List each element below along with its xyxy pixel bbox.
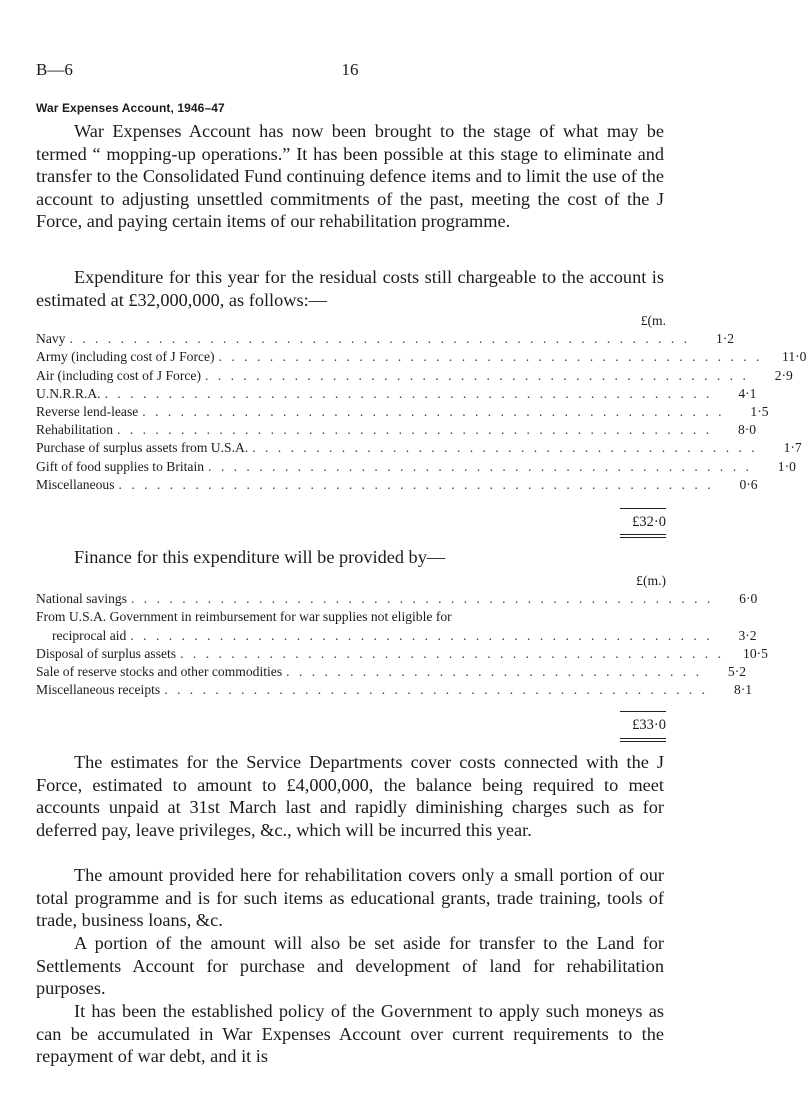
row-label: Air (including cost of J Force) xyxy=(36,367,201,383)
table-row: Miscellaneous receipts . . . . . . . . . . . . . . . . . . . . . . . . . . . . . . . . . . . . . . . . . . . 8·1 xyxy=(36,681,666,699)
finance-total: £33·0 xyxy=(632,717,666,734)
expenditure-unit: £(m. xyxy=(640,313,666,328)
row-label: From U.S.A. Government in reimbursement for war supplies not eligible for xyxy=(36,609,452,625)
row-value: 2·9 xyxy=(774,367,793,383)
table-row: Air (including cost of J Force) . . . . . . . . . . . . . . . . . . . . . . . . . . . . . . . . . . . . . . . . . . . 2·9 xyxy=(36,367,666,385)
table-row: Purchase of surplus assets from U.S.A. . . . . . . . . . . . . . . . . . . . . . . . . . . . . . . . . . . . . . . . . 1·7 xyxy=(36,439,666,457)
table-row: U.N.R.R.A. . . . . . . . . . . . . . . . . . . . . . . . . . . . . . . . . . . . . . . . . . . . . . . . . 4·1 xyxy=(36,385,666,403)
double-rule xyxy=(620,738,666,742)
row-value: 0·6 xyxy=(739,476,758,492)
row-value: 11·0 xyxy=(782,349,806,365)
sum-rule xyxy=(620,508,666,509)
paragraph-expenditure: Expenditure for this year for the residual costs still chargeable to the account is estimated at £32,000,000, as follows:— xyxy=(36,267,664,310)
page-header xyxy=(36,60,664,84)
table-row: Rehabilitation . . . . . . . . . . . . . . . . . . . . . . . . . . . . . . . . . . . . . . . . . . . . . . . 8·0 xyxy=(36,421,666,439)
paragraph-portion: A portion of the amount will also be set aside for transfer to the Land for Settlements Account for purchase and development of land for rehabilitation purposes. xyxy=(36,933,664,999)
table-row: Sale of reserve stocks and other commodities . . . . . . . . . . . . . . . . . . . . . . . . . . . . . . . . . 5·2 xyxy=(36,663,666,681)
paragraph-amount: The amount provided here for rehabilitation covers only a small portion of our total programme and is for such items as educational grants, trade training, tools of trade, business loans, &c. xyxy=(36,865,664,931)
expenditure-total: £32·0 xyxy=(632,514,666,531)
row-value: 1·5 xyxy=(750,404,769,420)
finance-unit: £(m.) xyxy=(636,573,666,588)
document-code: B—6 xyxy=(36,60,73,79)
table-row: reciprocal aid . . . . . . . . . . . . . . . . . . . . . . . . . . . . . . . . . . . . . . . . . . . . . . 3·2 xyxy=(36,627,666,645)
page-number: 16 xyxy=(341,60,359,79)
table-row: Navy . . . . . . . . . . . . . . . . . . . . . . . . . . . . . . . . . . . . . . . . . . . . . . . . . 1·2 xyxy=(36,330,666,348)
double-rule xyxy=(620,534,666,538)
table-row: Reverse lend-lease . . . . . . . . . . . . . . . . . . . . . . . . . . . . . . . . . . . . . . . . . . . . . . 1·5 xyxy=(36,403,666,421)
paragraph-policy: It has been the established policy of the Government to apply such moneys as can be accumulated in War Expenses Account over current requirements to the repayment of war debt, and it is xyxy=(36,1001,664,1067)
row-value: 10·5 xyxy=(743,645,768,661)
table-row: Disposal of surplus assets . . . . . . . . . . . . . . . . . . . . . . . . . . . . . . . . . . . . . . . . . . . 10·5 xyxy=(36,645,666,663)
table-row: Miscellaneous . . . . . . . . . . . . . . . . . . . . . . . . . . . . . . . . . . . . . . . . . . . . . . . 0·6 xyxy=(36,476,666,494)
table-row: Gift of food supplies to Britain . . . . . . . . . . . . . . . . . . . . . . . . . . . . . . . . . . . . . . . . . . . 1·0 xyxy=(36,458,666,476)
row-value: 3·2 xyxy=(738,627,757,643)
expenditure-table xyxy=(36,312,806,538)
row-value: 1·7 xyxy=(783,440,802,456)
row-value: 8·1 xyxy=(733,682,753,698)
row-label: Army (including cost of J Force) xyxy=(36,349,215,365)
paragraph-finance: Finance for this expenditure will be provided by— xyxy=(74,547,446,567)
row-label: U.N.R.R.A. xyxy=(36,385,101,401)
row-label: National savings xyxy=(36,591,127,607)
section-title: War Expenses Account, 1946–47 xyxy=(36,101,225,115)
row-value: 6·0 xyxy=(739,591,758,607)
row-label: Sale of reserve stocks and other commodities xyxy=(36,664,283,680)
row-value: 4·1 xyxy=(738,385,757,401)
row-value: 1·0 xyxy=(777,458,796,474)
row-label: reciprocal aid xyxy=(52,627,127,643)
row-label: Rehabilitation xyxy=(36,422,114,438)
row-label: Reverse lend-lease xyxy=(36,404,139,420)
row-value: 5·2 xyxy=(727,664,747,680)
paragraph-intro: War Expenses Account has now been brought to the stage of what may be termed “ mopping-up operations.” It has been possible at this stage to eliminate and transfer to the Consolidated Fund continuing defence items and to limit the use of the account to adjusting unsettled commitments of the past, meeting the cost of the J Force, and paying certain items of our rehabilitation programme. xyxy=(36,121,664,232)
row-label: Miscellaneous xyxy=(36,476,115,492)
finance-table xyxy=(36,572,768,742)
row-label: Gift of food supplies to Britain xyxy=(36,458,205,474)
row-label: Miscellaneous receipts xyxy=(36,682,161,698)
table-row: National savings . . . . . . . . . . . . . . . . . . . . . . . . . . . . . . . . . . . . . . . . . . . . . . 6·0 xyxy=(36,590,666,608)
sum-rule xyxy=(620,711,666,712)
table-row: Army (including cost of J Force) . . . . . . . . . . . . . . . . . . . . . . . . . . . . . . . . . . . . . . . . . . . 11·0 xyxy=(36,348,666,366)
row-label: Disposal of surplus assets xyxy=(36,645,177,661)
row-value: 8·0 xyxy=(737,422,757,438)
paragraph-estimates: The estimates for the Service Departments cover costs connected with the J Force, estimated to amount to £4,000,000, the balance being required to meet accounts unpaid at 31st March last and rapidly diminishing charges such as for deferred pay, leave privileges, &c., which will be incurred this year. xyxy=(36,752,664,840)
row-label: Navy xyxy=(36,331,66,347)
table-row xyxy=(36,608,666,626)
row-value: 1·2 xyxy=(715,331,735,347)
row-label: Purchase of surplus assets from U.S.A. xyxy=(36,440,249,456)
